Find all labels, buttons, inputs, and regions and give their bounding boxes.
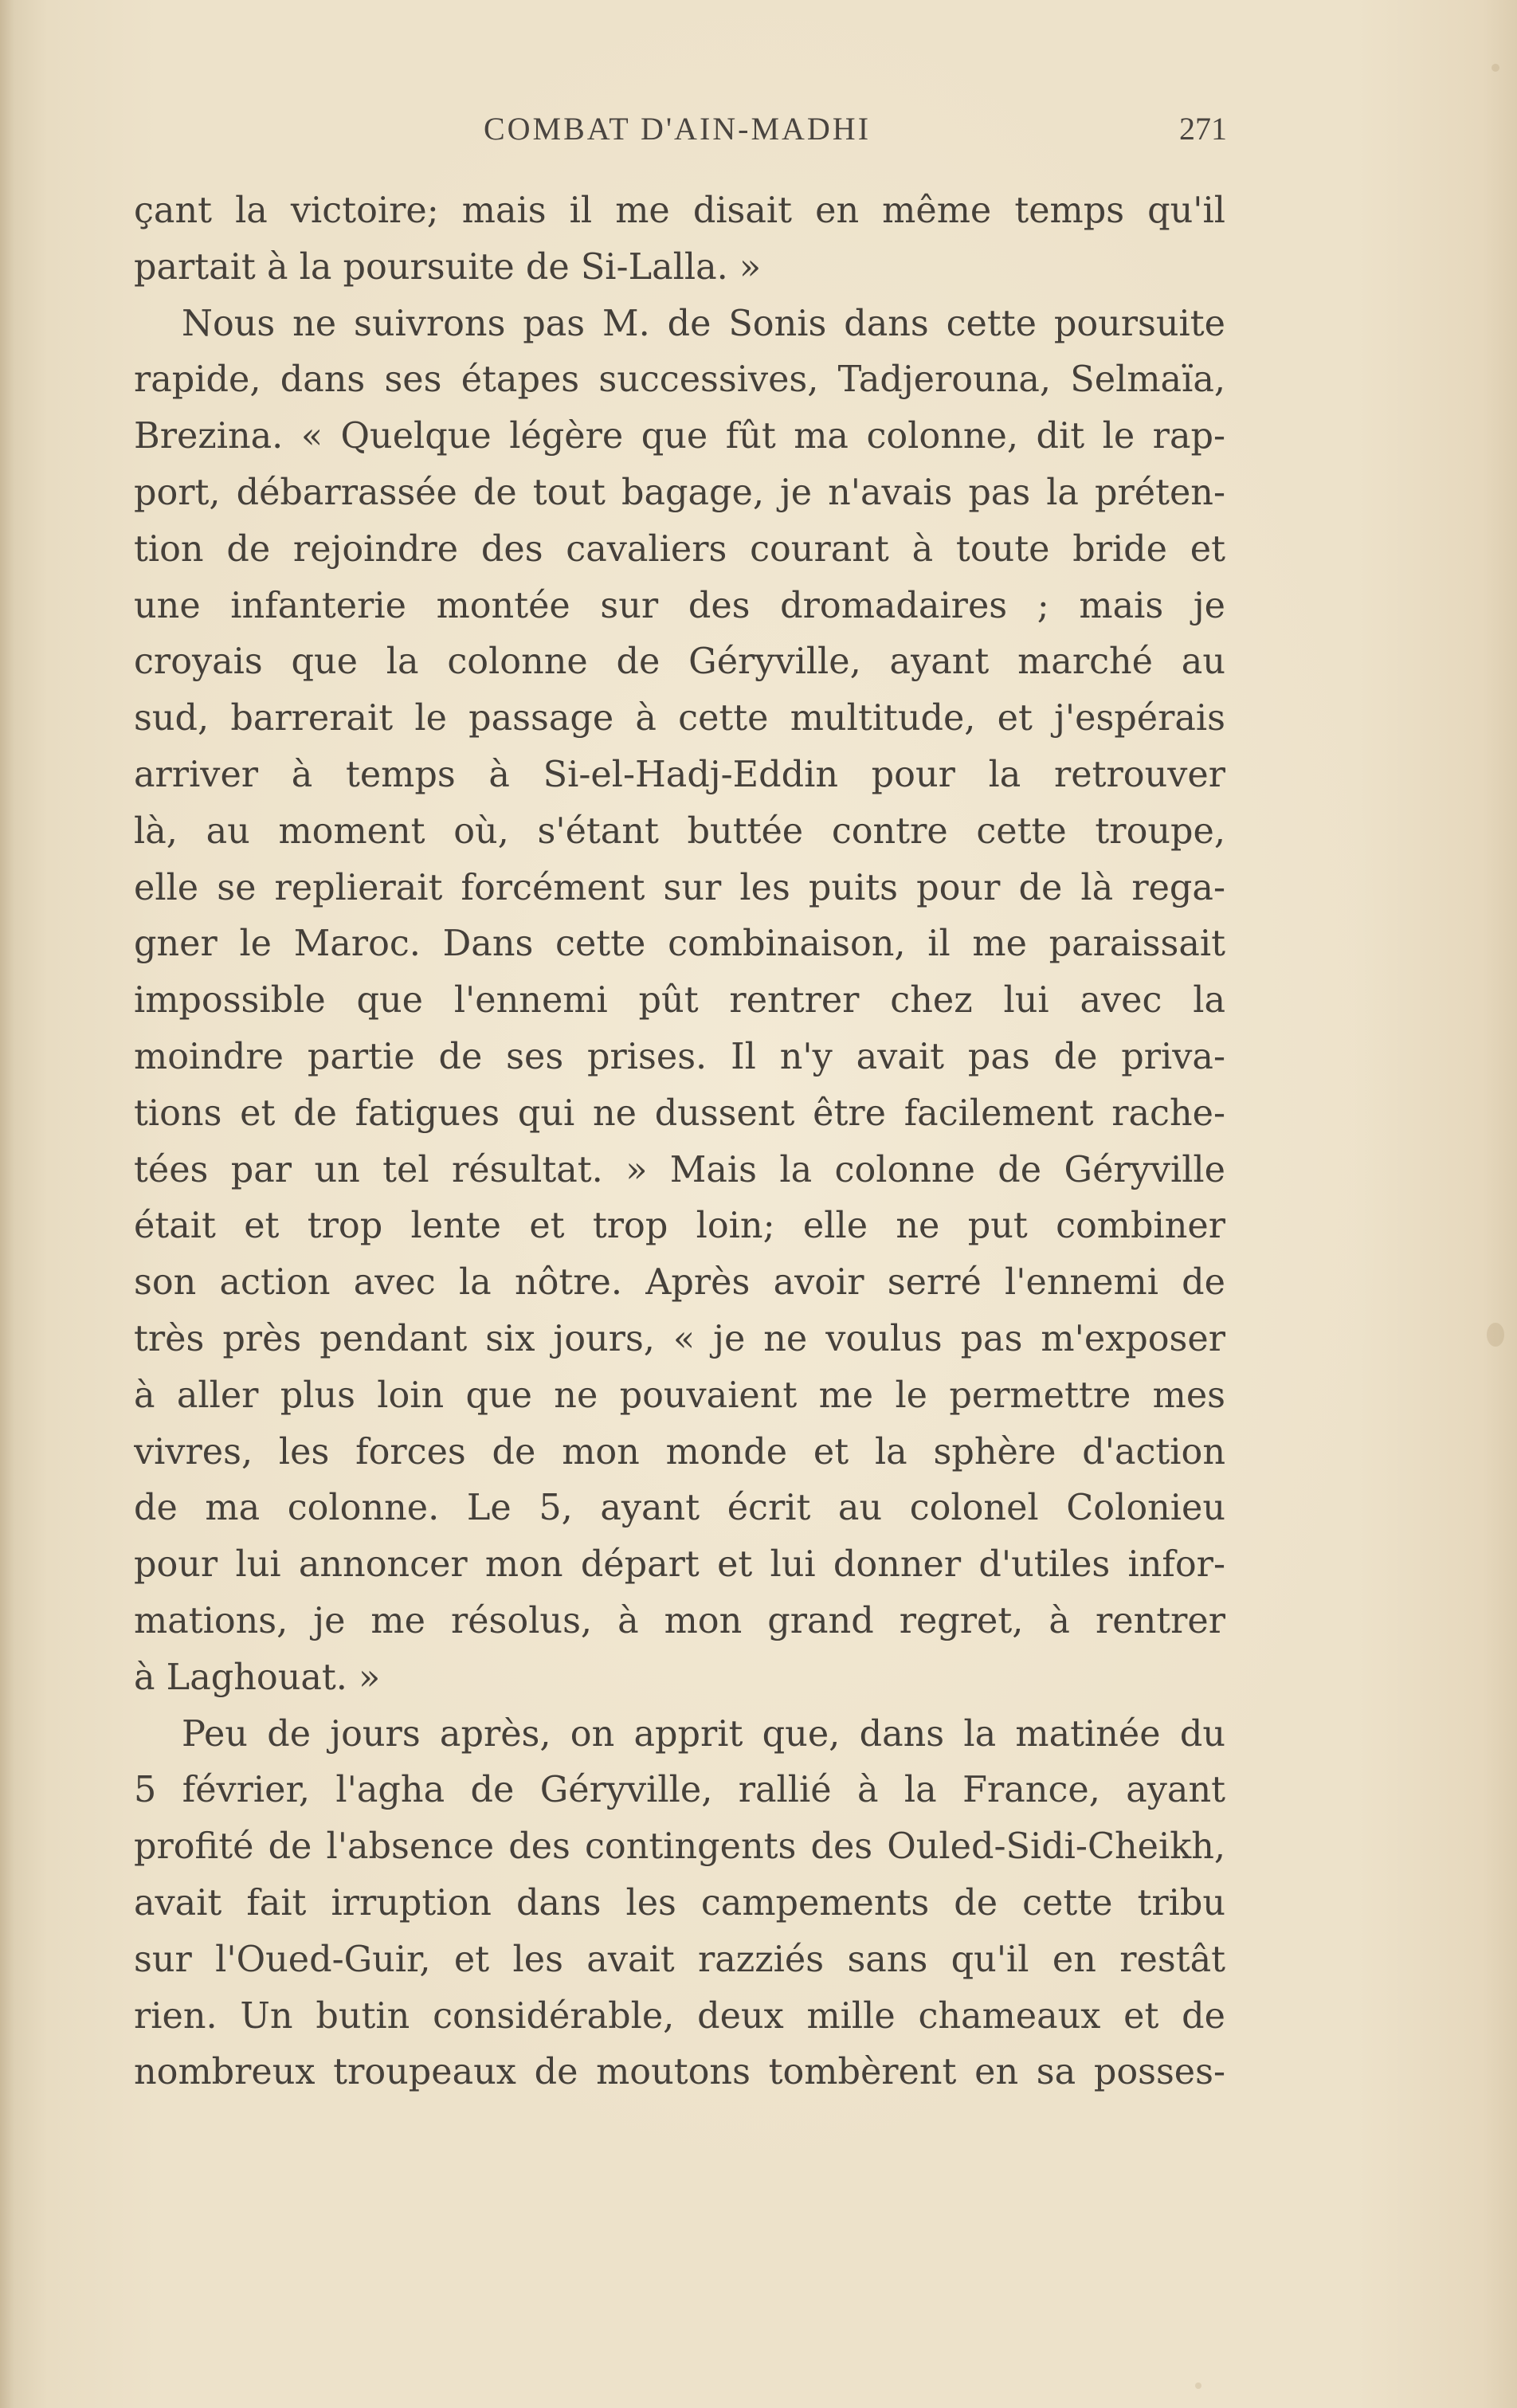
text-line: çant la victoire; mais il me disait en même temps qu'il [134,190,1225,231]
text-line: port, débarrassée de tout bagage, je n'avais pas la préten- [134,472,1225,513]
text-line: était et trop lente et trop loin; elle ne put combiner [134,1206,1225,1247]
text-line: tions et de fatigues qui ne dussent être facilement rache- [134,1092,1225,1134]
text-line: elle se replierait forcément sur les puits pour de là rega- [134,867,1225,908]
page-number: 271 [1179,111,1227,147]
text-line: à aller plus loin que ne pouvaient me le permettre mes [134,1375,1225,1416]
text-line: à Laghouat. » [134,1657,381,1698]
text-line: sur l'Oued-Guir, et les avait razziés sans qu'il en restât [134,1939,1225,1980]
text-line: profité de l'absence des contingents des Ouled-Sidi-Cheikh, [134,1826,1225,1868]
running-title: COMBAT D'AIN-MADHI [483,111,872,147]
paper-speck [1195,2383,1201,2389]
text-line: tées par un tel résultat. » Mais la colonne de Géryville [134,1149,1225,1190]
text-line: avait fait irruption dans les campements de cette tribu [134,1882,1225,1924]
text-line: tion de rejoindre des cavaliers courant à toute bride et [134,528,1225,570]
text-line: son action avec la nôtre. Après avoir serré l'ennemi de [134,1262,1225,1304]
text-line: Peu de jours après, on apprit que, dans la matinée du [182,1713,1225,1755]
text-line: rapide, dans ses étapes successives, Tadjerouna, Selmaïa, [134,359,1225,401]
text-line: rien. Un butin considérable, deux mille chameaux et de [134,1995,1225,2037]
text-line: 5 février, l'agha de Géryville, rallié à la France, ayant [134,1770,1225,1811]
text-line: vivres, les forces de mon monde et la sphère d'action [134,1431,1225,1473]
text-line: une infanterie montée sur des dromadaires ; mais je [134,585,1225,626]
text-line: moindre partie de ses prises. Il n'y avait pas de priva- [134,1036,1225,1077]
text-line: Nous ne suivrons pas M. de Sonis dans cette poursuite [182,303,1225,344]
text-line: croyais que la colonne de Géryville, ayant marché au [134,641,1225,683]
running-head [127,110,1227,158]
paper-speck [1492,64,1499,72]
text-line: très près pendant six jours, « je ne voulus pas m'exposer [134,1318,1225,1359]
text-line: sud, barrerait le passage à cette multitude, et j'espérais [134,698,1225,739]
text-line: partait à la poursuite de Si-Lalla. » [134,246,762,288]
text-line: arriver à temps à Si-el-Hadj-Eddin pour la retrouver [134,754,1225,795]
text-line: de ma colonne. Le 5, ayant écrit au colonel Colonieu [134,1488,1225,1529]
text-line: gner le Maroc. Dans cette combinaison, il me paraissait [134,924,1225,965]
text-line: pour lui annoncer mon départ et lui donner d'utiles infor- [134,1544,1225,1586]
paper-speck [1487,1323,1504,1347]
body-text [134,183,1225,2101]
text-line: mations, je me résolus, à mon grand regret, à rentrer [134,1600,1225,1641]
text-line: nombreux troupeaux de moutons tombèrent en sa posses- [134,2052,1225,2093]
text-line: là, au moment où, s'étant buttée contre cette troupe, [134,810,1225,852]
text-line: impossible que l'ennemi pût rentrer chez lui avec la [134,980,1225,1022]
text-line: Brezina. « Quelque légère que fût ma colonne, dit le rap- [134,416,1225,457]
